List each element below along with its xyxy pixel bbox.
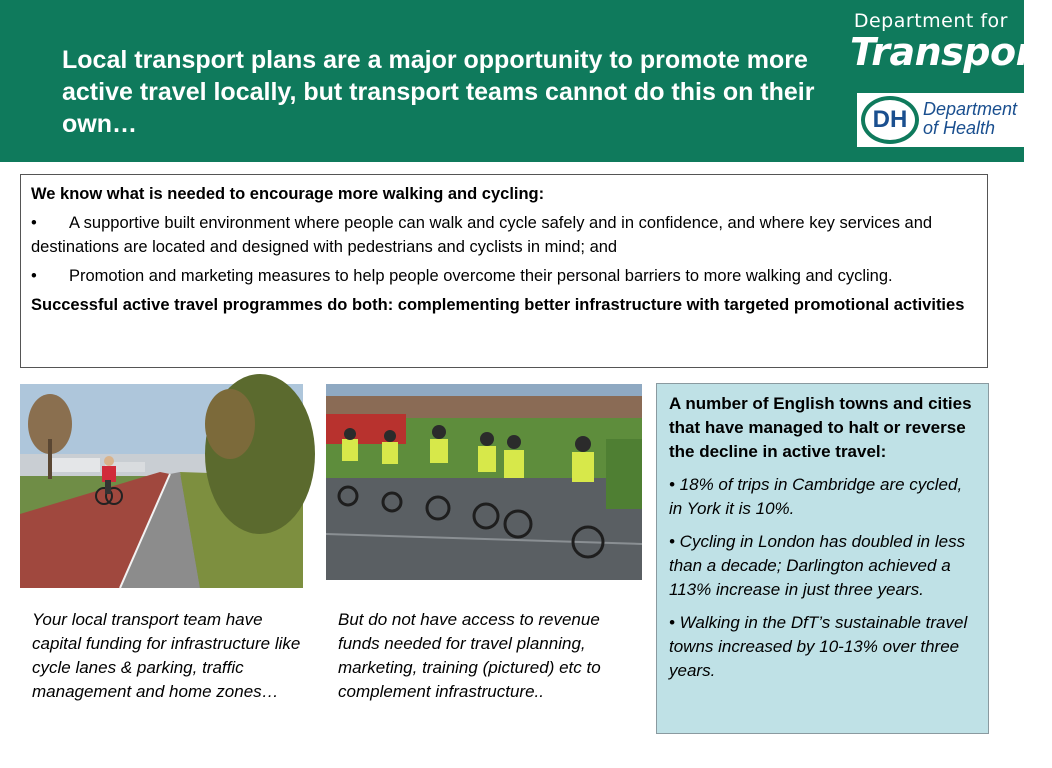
active-travel-stats-box [656, 383, 989, 734]
cycle-training-photo [326, 384, 642, 580]
bullet-dot: • [31, 214, 37, 232]
caption-capital-funding: Your local transport team have capital funding for infrastructure like cycle lanes & parking, traffic management and home zones… [32, 610, 301, 701]
dft-logo [850, 10, 1052, 74]
dh-badge-icon: DH [861, 96, 919, 144]
page-title: Local transport plans are a major opportunity to promote more active travel locally, but transport teams cannot do this on their own… [62, 46, 815, 138]
header-banner [0, 0, 1052, 162]
intro-conclusion: Successful active travel programmes do both: complementing better infrastructure with targeted promotional activities [31, 296, 965, 314]
dh-logo-text [923, 100, 1017, 138]
stat-item: • Walking in the DfT’s sustainable travel towns increased by 10-13% over three years. [669, 613, 968, 680]
dh-logo-line1: Department [923, 99, 1018, 119]
stats-heading: A number of English towns and cities that have managed to halt or reverse the decline in active travel: [669, 394, 972, 461]
intro-heading: We know what is needed to encourage more walking and cycling: [31, 185, 545, 203]
intro-bullet-text: Promotion and marketing measures to help people overcome their personal barriers to more walking and cycling. [69, 267, 893, 285]
dft-logo-line1: Department for [853, 10, 1008, 32]
intro-bullet [31, 264, 977, 288]
cycle-lane-photo [20, 384, 303, 588]
intro-bullet [31, 211, 977, 259]
caption-revenue-funds: But do not have access to revenue funds needed for travel planning, marketing, training (pictured) etc to complement infrastructure.. [338, 610, 601, 701]
intro-box [20, 174, 988, 368]
intro-bullet-text: A supportive built environment where people can walk and cycle safely and in confidence, and where key services and destinations are located and designed with pedestrians and cyclists in mind; and [31, 214, 933, 256]
stat-item: • Cycling in London has doubled in less than a decade; Darlington achieved a 113% increase in just three years. [669, 532, 966, 599]
dh-logo [857, 93, 1024, 147]
stat-item: • 18% of trips in Cambridge are cycled, in York it is 10%. [669, 475, 963, 518]
bullet-dot: • [31, 267, 37, 285]
dft-logo-line2: Transport [850, 30, 1052, 74]
dh-logo-line2: of Health [923, 118, 996, 138]
